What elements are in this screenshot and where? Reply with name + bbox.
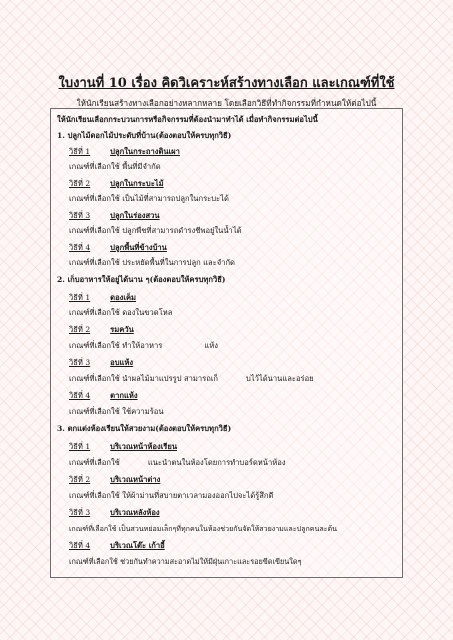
method-row: [69, 147, 180, 157]
method-name: บริเวณหลังห้อง: [110, 508, 160, 517]
criteria-text: เกณฑ์ที่เลือกใช้ พื้นที่มีจำกัด: [69, 162, 161, 171]
method-label: วิธีที่ 2: [69, 325, 91, 334]
criteria-text-head: เกณฑ์ที่เลือกใช้ ทำให้อาหาร: [69, 341, 163, 350]
method-label: วิธีที่ 4: [69, 391, 91, 400]
method-label: วิธีที่ 3: [69, 358, 91, 367]
method-label: วิธีที่ 3: [69, 508, 91, 517]
method-row: [69, 211, 160, 221]
method-label: วิธีที่ 4: [69, 243, 91, 252]
method-name: ปลูกในร่องสวน: [110, 211, 160, 220]
answer-box: [50, 108, 403, 578]
criteria-text: เกณฑ์ที่เลือกใช้ ให้ผ้าม่านที่สบายตาเวลามองออกไปจะได้รู้สึกดี: [69, 491, 274, 500]
criteria-text: เกณฑ์ที่เลือกใช้ เป็นไม้ที่สามารถปลูกในกระบะได้: [69, 194, 229, 203]
criteria-text: เกณฑ์ที่เลือกใช้ ช่วยกันทำความสะอาดไม่ให้มีฝุ่นเกาะและรอยขีดเขียนใดๆ: [69, 557, 302, 566]
criteria-text-head: เกณฑ์ที่เลือกใช้ นำผลไม้มาแปรรูป สามารถเก็: [69, 374, 219, 383]
method-name: ปลูกพื้นที่ข้างบ้าน: [110, 243, 167, 252]
method-row: [69, 358, 133, 368]
criteria-text: เกณฑ์ที่เลือกใช้ เป็นสวนหย่อมเล็กๆที่ทุกคนในห้องช่วยกันจัดให้สวยงามและปลูกคนละต้น: [69, 524, 337, 533]
method-row: [69, 541, 165, 551]
instruction: ให้นักเรียนเลือกกระบวนการหรือกิจกรรมที่ต้องนำมาทำได้ เมื่อทำกิจกรรมต่อไปนี้: [57, 115, 318, 124]
method-label: วิธีที่ 1: [69, 293, 91, 302]
method-row: [69, 179, 164, 189]
method-name: อบแห้ง: [110, 358, 134, 367]
criteria-text: เกณฑ์ที่เลือกใช้ ดองในขวดโหล: [69, 308, 173, 317]
method-row: [69, 508, 160, 518]
method-row: [69, 475, 160, 485]
criteria-text: เกณฑ์ที่เลือกใช้ ประหยัดพื้นที่ในการปลูก และจำกัด: [69, 258, 235, 267]
section-heading: 1. ปลูกไม้ดอกไม้ประดับที่บ้าน(ต้องตอบให้ครบทุกวิธี): [57, 131, 232, 140]
method-name: รมควัน: [110, 325, 134, 334]
method-name: ปลูกในกระถางดินเผา: [110, 147, 180, 156]
criteria-text: [69, 341, 218, 351]
method-label: วิธีที่ 2: [69, 179, 91, 188]
method-label: วิธีที่ 4: [69, 541, 91, 550]
method-row: [69, 442, 177, 452]
method-name: ปลูกในกระบะไม้: [110, 179, 164, 188]
section-heading: 2. เก็บอาหารให้อยู่ได้นาน ๆ(ต้องตอบให้ครบทุกวิธี): [57, 275, 226, 284]
criteria-text-head: เกณฑ์ที่เลือกใช้: [69, 458, 120, 467]
method-label: วิธีที่ 1: [69, 147, 91, 156]
criteria-text-tail: บไว้ได้นานและอร่อย: [246, 374, 314, 383]
criteria-text-tail: แห้ง: [204, 341, 218, 350]
method-label: วิธีที่ 3: [69, 211, 91, 220]
method-label: วิธีที่ 2: [69, 475, 91, 484]
method-name: ดองเค็ม: [110, 293, 137, 302]
criteria-text-tail: แนะนำตนในห้องโดยการทำบอร์ดหน้าห้อง: [147, 458, 286, 467]
criteria-text: เกณฑ์ที่เลือกใช้ ใช้ความร้อน: [69, 407, 164, 416]
method-name: บริเวณหน้าต่าง: [110, 475, 161, 484]
method-row: [69, 391, 138, 401]
worksheet-subtitle: ให้นักเรียนสร้างทางเลือกอย่างหลากหลาย โดยเลือกวิธีที่ทำกิจกรรมที่กำหนดให้ต่อไปนี้: [76, 98, 377, 108]
criteria-text: [69, 458, 286, 468]
section-heading: 3. ตกแต่งห้องเรียนให้สวยงาม(ต้องตอบให้ครบทุกวิธี): [57, 424, 232, 433]
worksheet-title: ใบงานที่ 10 เรื่อง คิดวิเคราะห์สร้างทางเลือก และเกณฑ์ที่ใช้: [58, 76, 395, 91]
criteria-text: เกณฑ์ที่เลือกใช้ ปลูกพืชที่สามารถดำรงชีพอยู่ในน้ำได้: [69, 226, 242, 235]
method-name: บริเวณหน้าห้องเรียน: [110, 442, 178, 451]
method-name: บริเวณโต๊ะ เก้าอี้: [110, 541, 165, 550]
method-row: [69, 243, 167, 253]
method-row: [69, 325, 134, 335]
method-label: วิธีที่ 1: [69, 442, 91, 451]
method-row: [69, 293, 136, 303]
method-name: ตากแห้ง: [110, 391, 138, 400]
criteria-text: [69, 374, 314, 384]
